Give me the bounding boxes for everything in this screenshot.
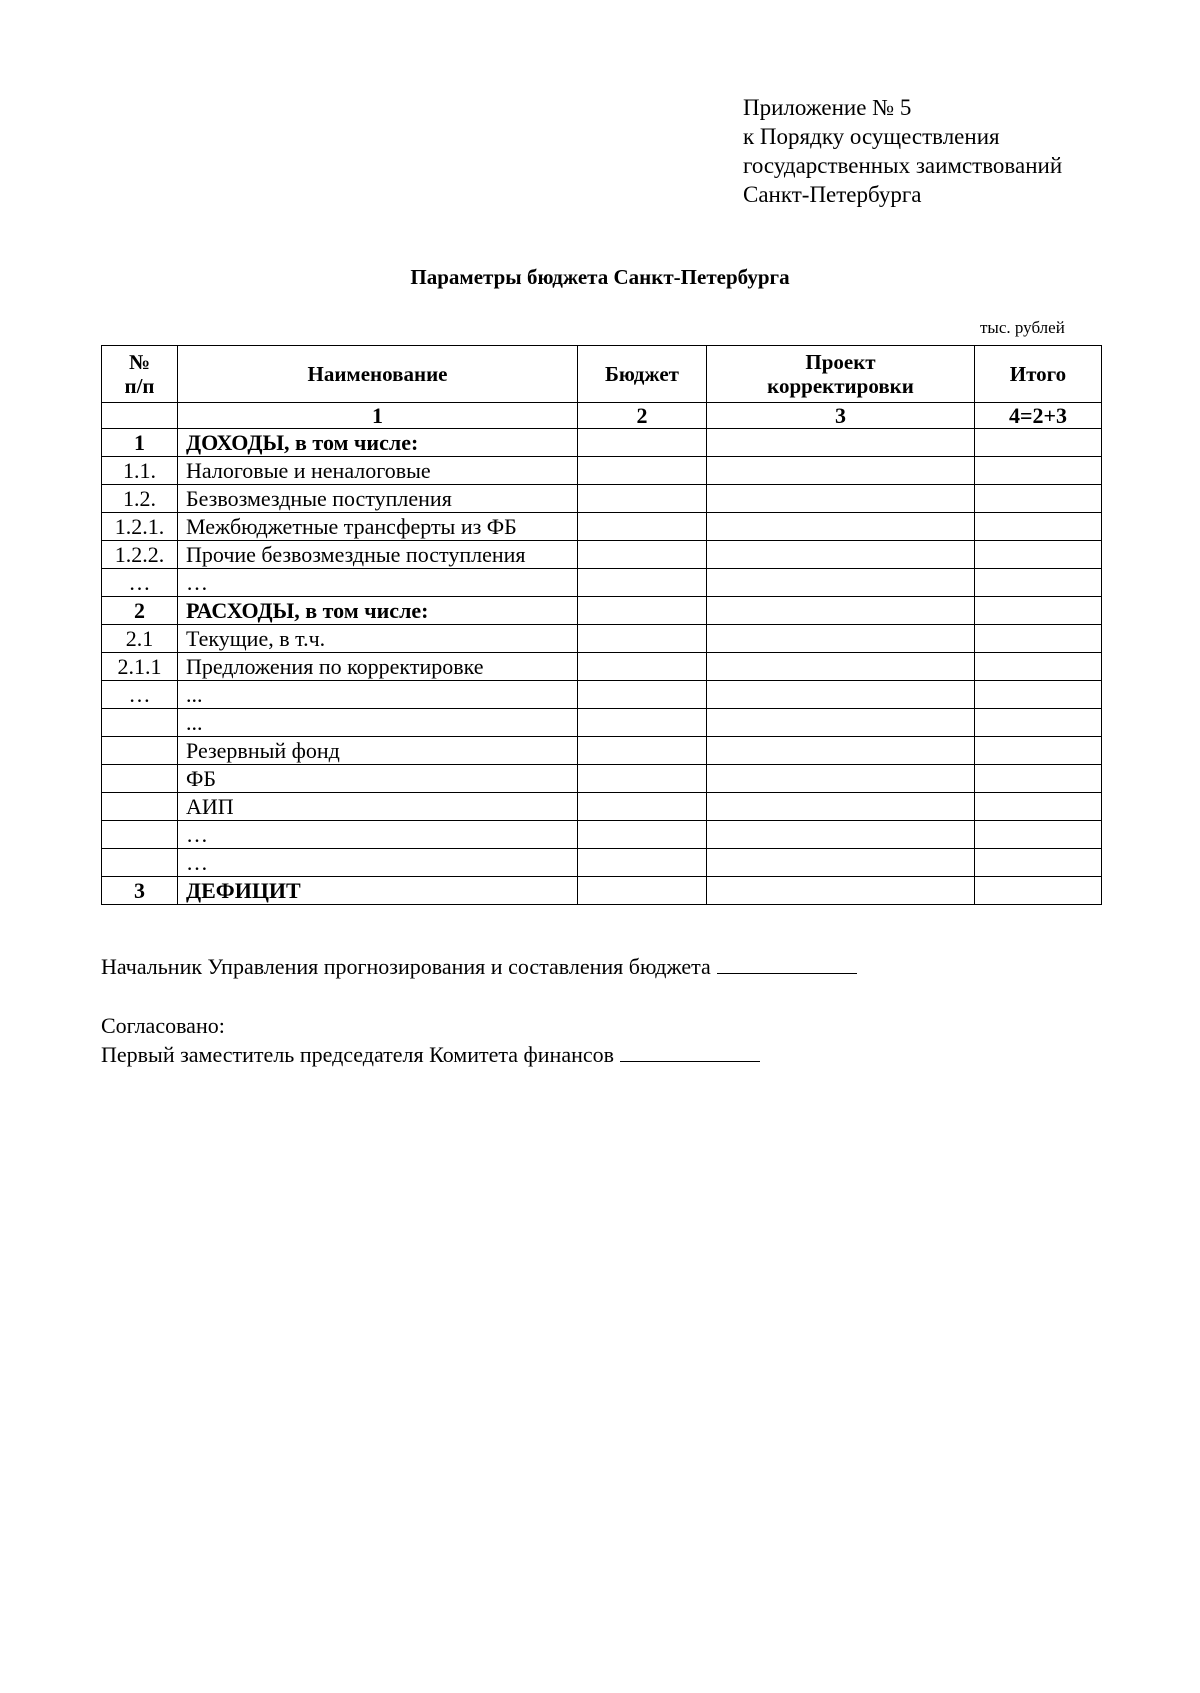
header-number (102, 346, 178, 403)
row-name: Предложения по корректировке (178, 653, 578, 681)
row-total-value (975, 765, 1102, 793)
row-budget-value (578, 681, 707, 709)
column-number: 3 (707, 403, 975, 429)
row-number (102, 793, 178, 821)
row-budget-value (578, 625, 707, 653)
row-total-value (975, 485, 1102, 513)
agreed-label: Согласовано: (101, 1013, 225, 1038)
row-budget-value (578, 765, 707, 793)
row-total-value (975, 541, 1102, 569)
row-budget-value (578, 877, 707, 905)
header-name: Наименование (178, 346, 578, 403)
row-name: ... (178, 709, 578, 737)
row-budget-value (578, 541, 707, 569)
table-row (102, 821, 1102, 849)
table-row (102, 765, 1102, 793)
row-number (102, 765, 178, 793)
column-number (102, 403, 178, 429)
row-budget-value (578, 653, 707, 681)
row-number (102, 849, 178, 877)
row-number (102, 709, 178, 737)
table-row (102, 457, 1102, 485)
row-number: 1.2. (102, 485, 178, 513)
row-name: Текущие, в т.ч. (178, 625, 578, 653)
row-project-value (707, 793, 975, 821)
appendix-line: к Порядку осуществления (743, 124, 1000, 149)
row-project-value (707, 821, 975, 849)
row-total-value (975, 821, 1102, 849)
row-number: 2 (102, 597, 178, 625)
row-number: 2.1 (102, 625, 178, 653)
appendix-line: Приложение № 5 (743, 95, 912, 120)
deputy-signature-label: Первый заместитель председателя Комитета финансов (101, 1042, 615, 1067)
row-project-value (707, 737, 975, 765)
row-project-value (707, 681, 975, 709)
signature-blank (717, 955, 857, 974)
row-number: 3 (102, 877, 178, 905)
header-project-line: корректировки (767, 374, 914, 398)
row-name: ДОХОДЫ, в том числе: (178, 429, 578, 457)
row-number: 2.1.1 (102, 653, 178, 681)
row-number: 1.2.1. (102, 513, 178, 541)
table-row (102, 709, 1102, 737)
header-total: Итого (975, 346, 1102, 403)
row-total-value (975, 877, 1102, 905)
row-project-value (707, 877, 975, 905)
column-number: 2 (578, 403, 707, 429)
head-signature-label: Начальник Управления прогнозирования и составления бюджета (101, 954, 711, 979)
row-number: … (102, 681, 178, 709)
row-budget-value (578, 793, 707, 821)
row-name: … (178, 821, 578, 849)
header-number-line: № (128, 350, 151, 374)
table-row (102, 625, 1102, 653)
row-total-value (975, 849, 1102, 877)
row-total-value (975, 625, 1102, 653)
table-row (102, 877, 1102, 905)
row-project-value (707, 709, 975, 737)
row-name: АИП (178, 793, 578, 821)
row-project-value (707, 541, 975, 569)
row-total-value (975, 793, 1102, 821)
row-total-value (975, 709, 1102, 737)
row-name: Налоговые и неналоговые (178, 457, 578, 485)
row-project-value (707, 849, 975, 877)
row-total-value (975, 569, 1102, 597)
row-number: … (102, 569, 178, 597)
row-name: ... (178, 681, 578, 709)
row-total-value (975, 429, 1102, 457)
table-row (102, 681, 1102, 709)
row-name: ФБ (178, 765, 578, 793)
header-budget: Бюджет (578, 346, 707, 403)
row-total-value (975, 681, 1102, 709)
row-number: 1.1. (102, 457, 178, 485)
row-budget-value (578, 485, 707, 513)
row-name: ДЕФИЦИТ (178, 877, 578, 905)
appendix-line: государственных заимствований (743, 153, 1063, 178)
row-number (102, 821, 178, 849)
row-project-value (707, 569, 975, 597)
row-number: 1.2.2. (102, 541, 178, 569)
header-number-line: п/п (124, 374, 155, 398)
row-name: Прочие безвозмездные поступления (178, 541, 578, 569)
row-budget-value (578, 429, 707, 457)
row-total-value (975, 653, 1102, 681)
row-name: Межбюджетные трансферты из ФБ (178, 513, 578, 541)
row-name: … (178, 849, 578, 877)
table-row (102, 541, 1102, 569)
row-budget-value (578, 821, 707, 849)
row-budget-value (578, 709, 707, 737)
row-project-value (707, 653, 975, 681)
table-row (102, 849, 1102, 877)
table-row (102, 429, 1102, 457)
column-number: 4=2+3 (975, 403, 1102, 429)
row-project-value (707, 597, 975, 625)
signature-blank (620, 1043, 760, 1062)
table-header-row (102, 346, 1102, 403)
header-project-line: Проект (805, 350, 876, 374)
row-project-value (707, 765, 975, 793)
row-budget-value (578, 513, 707, 541)
row-name: Безвозмездные поступления (178, 485, 578, 513)
column-number: 1 (178, 403, 578, 429)
table-row (102, 653, 1102, 681)
row-project-value (707, 457, 975, 485)
head-signature-line (101, 954, 857, 980)
row-name: Резервный фонд (178, 737, 578, 765)
units-label: тыс. рублей (980, 318, 1065, 337)
row-budget-value (578, 457, 707, 485)
row-project-value (707, 429, 975, 457)
table-row (102, 513, 1102, 541)
table-row (102, 737, 1102, 765)
appendix-block (743, 93, 1062, 209)
row-budget-value (578, 569, 707, 597)
row-number: 1 (102, 429, 178, 457)
row-total-value (975, 737, 1102, 765)
row-project-value (707, 513, 975, 541)
row-name: РАСХОДЫ, в том числе: (178, 597, 578, 625)
row-name: … (178, 569, 578, 597)
row-budget-value (578, 849, 707, 877)
row-total-value (975, 513, 1102, 541)
table-row (102, 485, 1102, 513)
table-row (102, 597, 1102, 625)
budget-table (101, 345, 1102, 905)
row-budget-value (578, 737, 707, 765)
row-project-value (707, 625, 975, 653)
table-row (102, 793, 1102, 821)
deputy-signature-line (101, 1042, 760, 1068)
header-project (707, 346, 975, 403)
row-budget-value (578, 597, 707, 625)
column-number-row (102, 403, 1102, 429)
row-project-value (707, 485, 975, 513)
row-total-value (975, 597, 1102, 625)
document-title: Параметры бюджета Санкт-Петербурга (410, 265, 790, 289)
appendix-line: Санкт-Петербурга (743, 182, 922, 207)
row-number (102, 737, 178, 765)
table-row (102, 569, 1102, 597)
row-total-value (975, 457, 1102, 485)
